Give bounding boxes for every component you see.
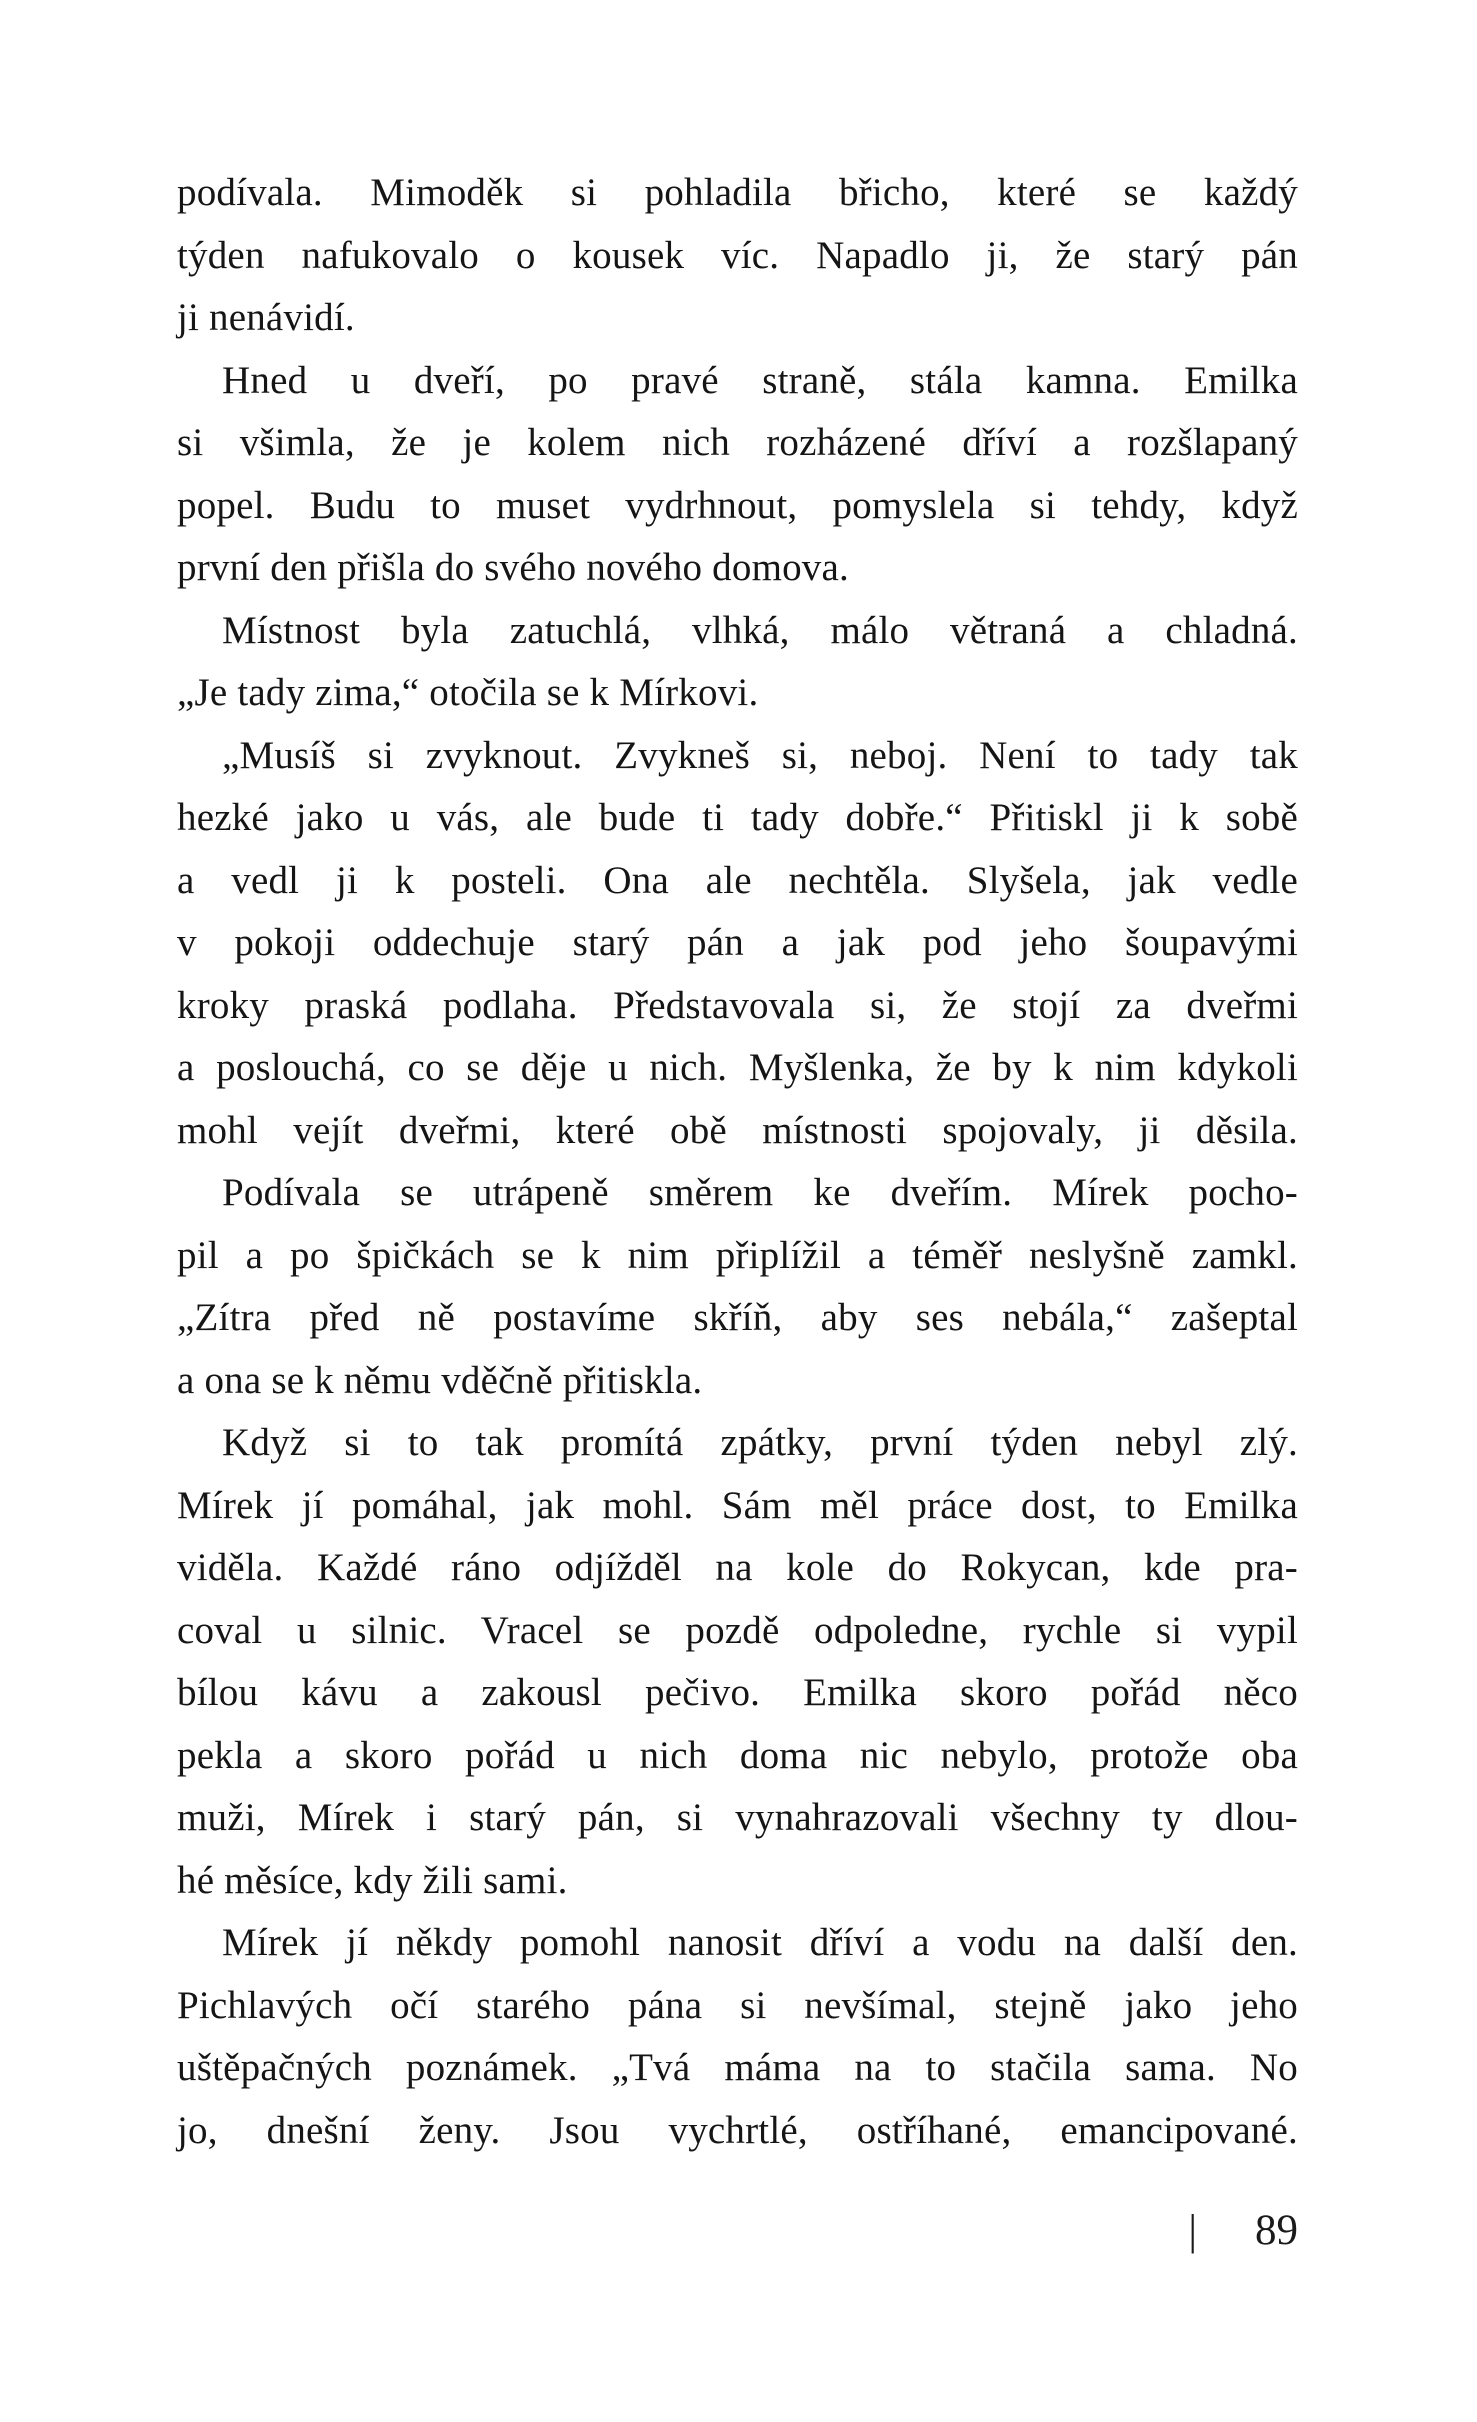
text-line: hé měsíce, kdy žili sami.	[177, 1858, 568, 1902]
text-line: Mírek jí pomáhal, jak mohl. Sám měl práce dost, to Emilka	[177, 1483, 1298, 1527]
text-line: „Je tady zima,“ otočila se k Mírkovi.	[177, 671, 759, 714]
text-line: pekla a skoro pořád u nich doma nic nebylo, protože oba	[177, 1733, 1298, 1777]
body-text-block	[177, 162, 1298, 2162]
text-line: kroky praská podlaha. Představovala si, že stojí za dveřmi	[177, 983, 1298, 1027]
text-line: uštěpačných poznámek. „Tvá máma na to stačila sama. No	[177, 2046, 1298, 2089]
text-line: a poslouchá, co se děje u nich. Myšlenka, že by k nim kdykoli	[177, 1046, 1298, 1089]
footer-divider: |	[1188, 2207, 1197, 2254]
text-line: „Zítra před ně postavíme skříň, aby ses nebála,“ zašeptal	[177, 1296, 1298, 1339]
text-line: Podívala se utrápeně směrem ke dveřím. Mírek pocho-	[222, 1171, 1298, 1214]
text-line: pil a po špičkách se k nim připlížil a téměř neslyšně zamkl.	[177, 1233, 1298, 1277]
text-line: popel. Budu to muset vydrhnout, pomyslela si tehdy, když	[177, 483, 1298, 527]
text-line: muži, Mírek i starý pán, si vynahrazovali všechny ty dlou-	[177, 1796, 1298, 1839]
text-line: Mírek jí někdy pomohl nanosit dříví a vodu na další den.	[222, 1921, 1298, 1964]
text-line: bílou kávu a zakousl pečivo. Emilka skoro pořád něco	[177, 1671, 1298, 1714]
text-line: „Musíš si zvyknout. Zvykneš si, neboj. Není to tady tak	[222, 733, 1298, 777]
text-line: první den přišla do svého nového domova.	[177, 546, 849, 589]
text-line: a vedl ji k posteli. Ona ale nechtěla. Slyšela, jak vedle	[177, 858, 1298, 902]
text-line: si všimla, že je kolem nich rozházené dříví a rozšlapaný	[177, 421, 1298, 464]
text-line: mohl vejít dveřmi, které obě místnosti spojovaly, ji děsila.	[177, 1108, 1298, 1152]
text-line: týden nafukovalo o kousek víc. Napadlo ji, že starý pán	[177, 233, 1298, 277]
text-line: Pichlavých očí starého pána si nevšímal, stejně jako jeho	[177, 1983, 1298, 2027]
text-line: Hned u dveří, po pravé straně, stála kamna. Emilka	[222, 358, 1298, 402]
text-line: coval u silnic. Vracel se pozdě odpoledne, rychle si vypil	[177, 1608, 1298, 1652]
text-line: viděla. Každé ráno odjížděl na kole do Rokycan, kde pra-	[177, 1546, 1298, 1589]
text-line: jo, dnešní ženy. Jsou vychrtlé, ostříhané, emancipované.	[177, 2108, 1298, 2152]
text-line: a ona se k němu vděčně přitiskla.	[177, 1358, 703, 1402]
text-line: v pokoji oddechuje starý pán a jak pod jeho šoupavými	[177, 921, 1298, 964]
page-footer	[177, 2203, 1298, 2259]
text-line: Místnost byla zatuchlá, vlhká, málo větraná a chladná.	[222, 608, 1298, 652]
text-line: podívala. Mimoděk si pohladila břicho, které se každý	[177, 171, 1298, 214]
text-line: hezké jako u vás, ale bude ti tady dobře.“ Přitiskl ji k sobě	[177, 796, 1298, 839]
text-line: ji nenávidí.	[177, 296, 355, 339]
page-number: 89	[1255, 2207, 1298, 2254]
text-line: Když si to tak promítá zpátky, první týden nebyl zlý.	[222, 1421, 1298, 1464]
